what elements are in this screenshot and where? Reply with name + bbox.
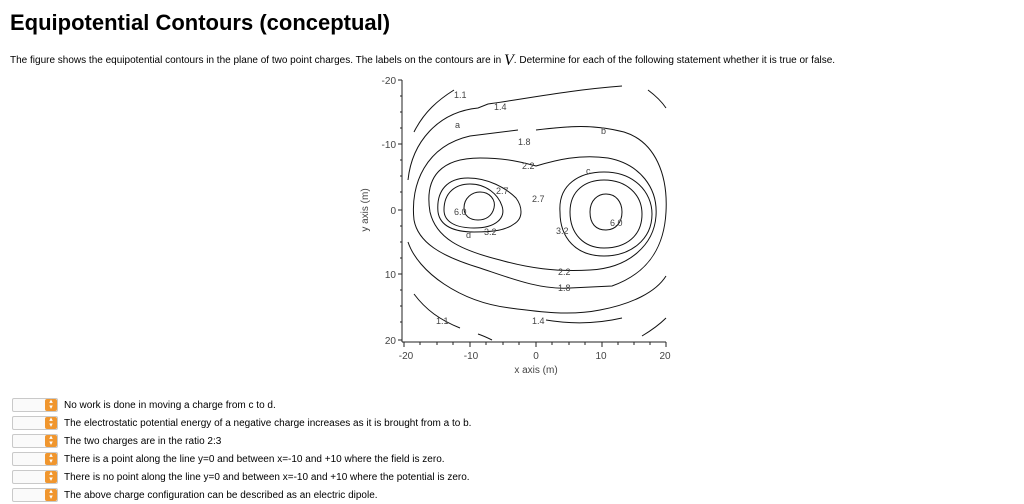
x-tick-label: 0 xyxy=(533,351,539,362)
contour-line xyxy=(642,318,666,336)
statement-text: There is no point along the line y=0 and between x=-10 and +10 where the potential is zero. xyxy=(64,471,470,483)
statement-row xyxy=(12,450,712,468)
contour-line xyxy=(464,192,494,220)
contour-lines xyxy=(408,86,666,340)
statement-row xyxy=(12,486,712,504)
page-title: Equipotential Contours (conceptual) xyxy=(10,10,391,35)
contour-label: 2.2 xyxy=(558,267,571,277)
x-ticks xyxy=(404,342,666,347)
x-tick-label: 10 xyxy=(595,351,607,362)
statement-list xyxy=(12,396,712,504)
statement-row xyxy=(12,432,712,450)
x-tick-label: -10 xyxy=(463,351,479,362)
equipotential-figure xyxy=(360,72,690,382)
contour-line xyxy=(478,334,492,340)
x-tick-label: -20 xyxy=(398,351,414,362)
statement-text: The electrostatic potential energy of a negative charge increases as it is brought from a to b. xyxy=(64,417,472,429)
contour-label: 3.2 xyxy=(484,227,497,237)
up-down-arrows-icon[interactable]: ▴ ▾ xyxy=(45,435,57,447)
answer-select[interactable] xyxy=(12,434,58,448)
statement-text: The two charges are in the ratio 2:3 xyxy=(64,435,222,447)
up-down-arrows-icon[interactable]: ▴ ▾ xyxy=(45,489,57,501)
contour-label: 2.7 xyxy=(532,194,545,204)
contour-label: 1.8 xyxy=(518,137,531,147)
point-label-a: a xyxy=(455,120,461,130)
up-down-arrows-icon[interactable]: ▴ ▾ xyxy=(45,417,57,429)
y-tick-label: 0 xyxy=(390,206,396,217)
point-label-b: b xyxy=(601,126,607,136)
contour-label: 6.0 xyxy=(610,218,623,228)
intro-after: . Determine for each of the following statement whether it is true or false. xyxy=(513,55,836,66)
up-down-arrows-icon[interactable]: ▴ ▾ xyxy=(45,471,57,483)
contour-label: 1.8 xyxy=(558,283,571,293)
answer-select[interactable] xyxy=(12,398,58,412)
y-tick-label: 10 xyxy=(384,270,396,281)
contour-line xyxy=(408,242,666,313)
contour-label: 6.0 xyxy=(454,207,467,217)
intro-text xyxy=(10,52,836,69)
up-down-arrows-icon[interactable]: ▴ ▾ xyxy=(45,399,57,411)
point-label-c: c xyxy=(586,166,591,176)
contour-line xyxy=(560,172,652,256)
x-axis-label: x axis (m) xyxy=(514,365,558,376)
contour-label: 2.7 xyxy=(496,186,509,196)
statement-row xyxy=(12,396,712,414)
contour-plot xyxy=(360,72,690,382)
up-down-arrows-icon[interactable]: ▴ ▾ xyxy=(45,453,57,465)
unit-symbol: V xyxy=(504,52,514,69)
intro-before: The figure shows the equipotential contours in the plane of two point charges. The labels on the contours are in xyxy=(10,55,505,66)
contour-label: 2.2 xyxy=(522,161,535,171)
statement-row xyxy=(12,414,712,432)
x-tick-label: 20 xyxy=(659,351,671,362)
statement-row xyxy=(12,468,712,486)
contour-line xyxy=(570,180,642,248)
y-tick-label: -20 xyxy=(381,76,396,87)
contour-line xyxy=(414,90,454,132)
contour-label: 1.4 xyxy=(494,102,507,112)
y-tick-label: -10 xyxy=(381,140,396,151)
contour-label: 1.4 xyxy=(532,316,545,326)
answer-select[interactable] xyxy=(12,488,58,502)
point-label-d: d xyxy=(466,230,472,240)
contour-label: 3.2 xyxy=(556,226,569,236)
y-tick-label: 20 xyxy=(384,336,396,347)
y-axis-label: y axis (m) xyxy=(360,188,371,232)
contour-line xyxy=(413,127,666,289)
contour-line xyxy=(438,178,521,232)
contour-line xyxy=(546,318,622,323)
answer-select[interactable] xyxy=(12,470,58,484)
answer-select[interactable] xyxy=(12,452,58,466)
statement-text: No work is done in moving a charge from c to d. xyxy=(64,399,276,411)
statement-text: There is a point along the line y=0 and between x=-10 and +10 where the field is zero. xyxy=(64,453,445,465)
answer-select[interactable] xyxy=(12,416,58,430)
contour-label: 1.1 xyxy=(436,316,449,326)
contour-line xyxy=(648,90,666,108)
y-ticks xyxy=(398,80,402,340)
contour-label: 1.1 xyxy=(454,90,467,100)
statement-text: The above charge configuration can be described as an electric dipole. xyxy=(64,489,378,501)
